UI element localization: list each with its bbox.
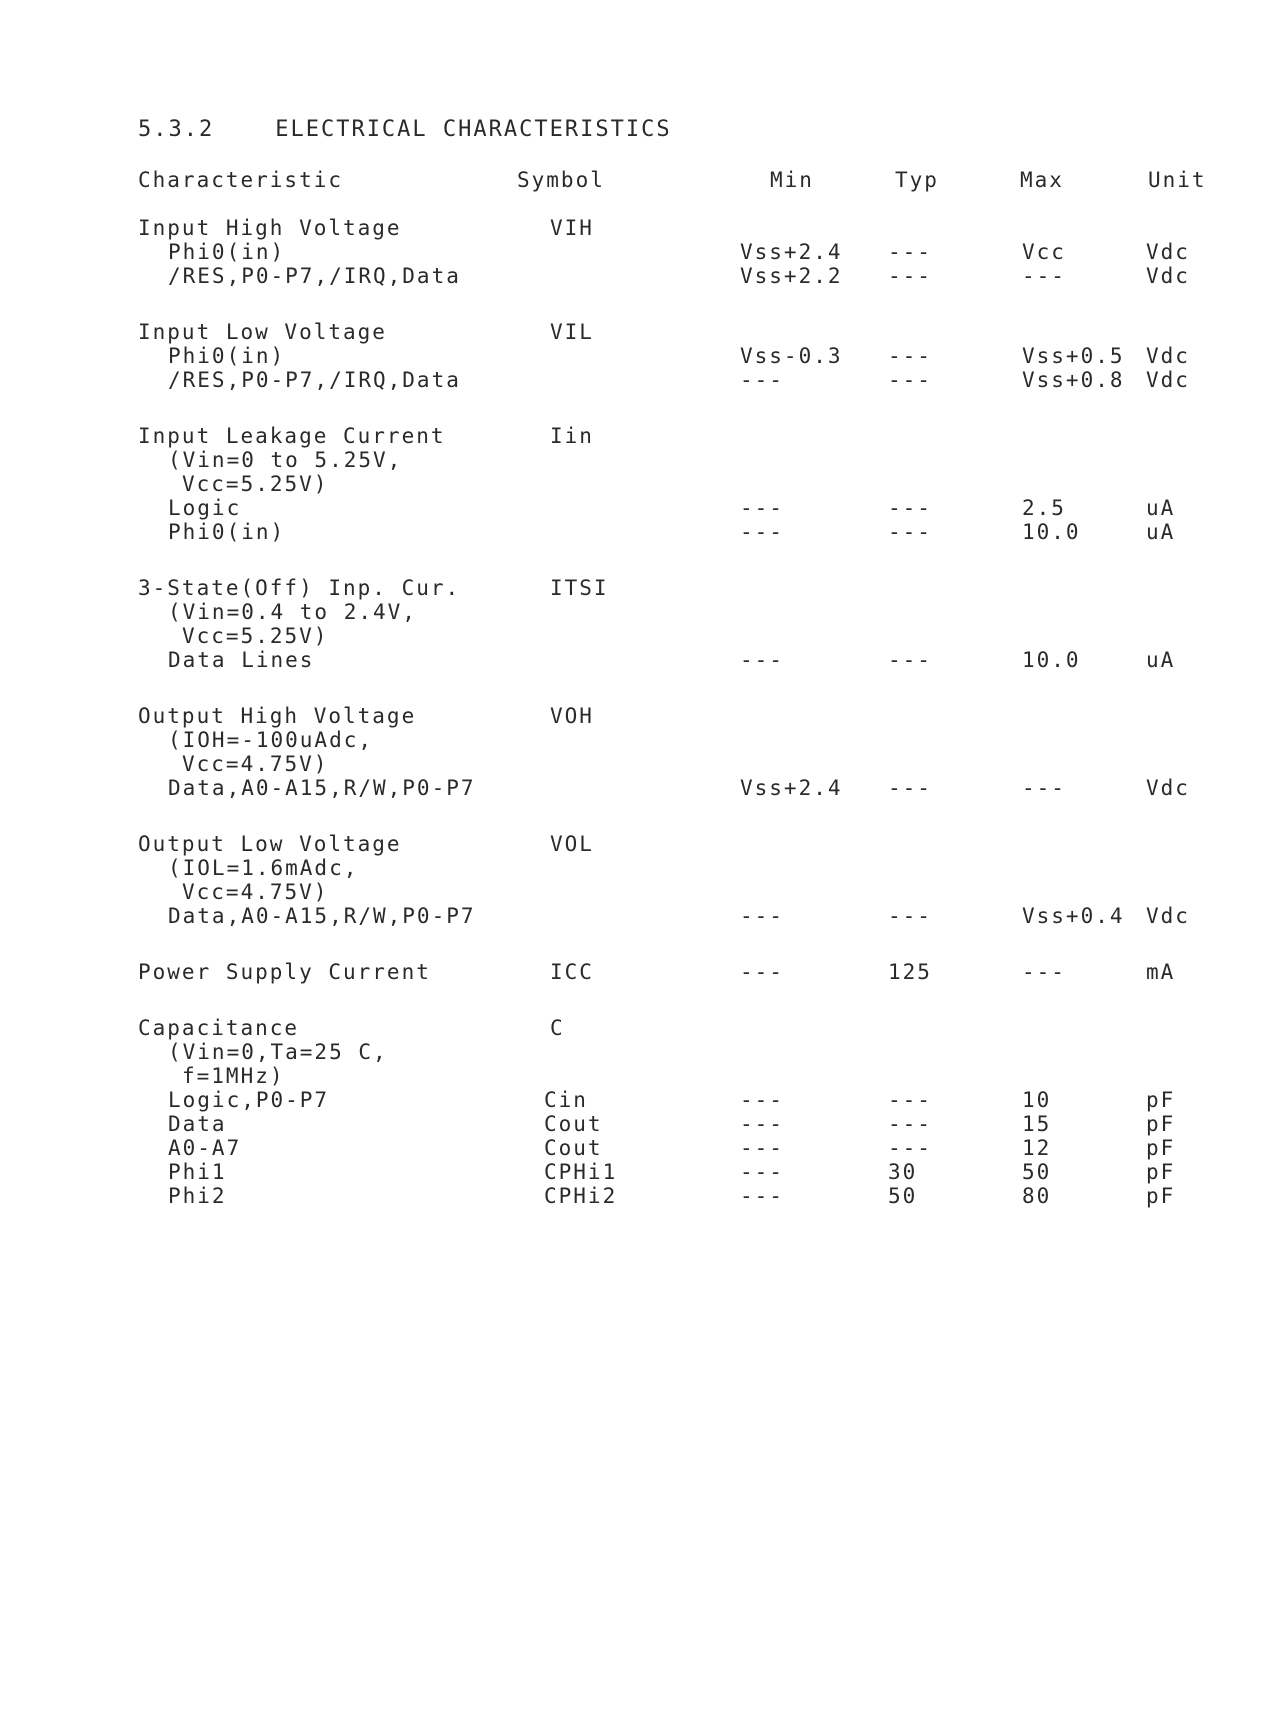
typ-cell: --- [888,776,932,800]
characteristic-name: 3-State(Off) Inp. Cur. [138,576,461,600]
row-label: Data,A0-A15,R/W,P0-P7 [168,904,476,928]
row-label: Data Lines [168,648,315,672]
unit-cell: uA [1146,520,1176,544]
test-condition: Vcc=4.75V) [182,752,329,776]
unit-cell: pF [1146,1088,1176,1112]
unit-cell: Vdc [1146,240,1190,264]
max-cell: 10.0 [1022,520,1081,544]
symbol-cell: Cin [544,1088,588,1112]
unit-cell: Vdc [1146,776,1190,800]
characteristic-name: Power Supply Current [138,960,431,984]
row-label: Phi2 [168,1184,227,1208]
min-cell: --- [740,960,784,984]
min-cell: --- [740,1184,784,1208]
typ-cell: --- [888,520,932,544]
min-cell: --- [740,1160,784,1184]
symbol-cell: ITSI [550,576,609,600]
characteristic-name: Output High Voltage [138,704,417,728]
header-max: Max [1020,168,1064,192]
test-condition: Vcc=5.25V) [182,624,329,648]
characteristic-name: Capacitance [138,1016,300,1040]
row-label: Logic,P0-P7 [168,1088,330,1112]
test-condition: (Vin=0.4 to 2.4V, [168,600,417,624]
test-condition: (IOH=-100uAdc, [168,728,374,752]
row-label: /RES,P0-P7,/IRQ,Data [168,368,461,392]
unit-cell: pF [1146,1136,1176,1160]
header-characteristic: Characteristic [138,168,344,192]
max-cell: --- [1022,960,1066,984]
symbol-cell: VIH [550,216,594,240]
symbol-cell: VIL [550,320,594,344]
max-cell: 50 [1022,1160,1052,1184]
max-cell: Vss+0.4 [1022,904,1125,928]
characteristic-name: Input Low Voltage [138,320,387,344]
symbol-cell: CPHi1 [544,1160,618,1184]
max-cell: 10.0 [1022,648,1081,672]
min-cell: --- [740,1136,784,1160]
min-cell: --- [740,1112,784,1136]
row-label: Phi0(in) [168,344,286,368]
row-label: Data,A0-A15,R/W,P0-P7 [168,776,476,800]
min-cell: --- [740,368,784,392]
typ-cell: --- [888,1088,932,1112]
max-cell: Vss+0.8 [1022,368,1125,392]
max-cell: 10 [1022,1088,1052,1112]
unit-cell: uA [1146,648,1176,672]
unit-cell: mA [1146,960,1176,984]
row-label: Logic [168,496,242,520]
typ-cell: --- [888,1112,932,1136]
section-heading [138,118,672,142]
section-number: 5.3.2 [138,117,215,142]
typ-cell: --- [888,496,932,520]
max-cell: Vcc [1022,240,1066,264]
max-cell: 15 [1022,1112,1052,1136]
typ-cell: --- [888,368,932,392]
characteristic-name: Input High Voltage [138,216,402,240]
unit-cell: pF [1146,1160,1176,1184]
test-condition: (Vin=0,Ta=25 C, [168,1040,388,1064]
unit-cell: Vdc [1146,344,1190,368]
typ-cell: 30 [888,1160,918,1184]
characteristic-name: Output Low Voltage [138,832,402,856]
min-cell: --- [740,520,784,544]
min-cell: --- [740,904,784,928]
min-cell: --- [740,648,784,672]
section-title: ELECTRICAL CHARACTERISTICS [275,117,672,142]
typ-cell: --- [888,344,932,368]
unit-cell: Vdc [1146,368,1190,392]
symbol-cell: ICC [550,960,594,984]
row-label: A0-A7 [168,1136,242,1160]
test-condition: f=1MHz) [182,1064,285,1088]
max-cell: 12 [1022,1136,1052,1160]
min-cell: Vss+2.2 [740,264,843,288]
symbol-cell: Cout [544,1136,603,1160]
row-label: Data [168,1112,227,1136]
test-condition: Vcc=4.75V) [182,880,329,904]
typ-cell: --- [888,264,932,288]
unit-cell: Vdc [1146,264,1190,288]
row-label: Phi0(in) [168,520,286,544]
min-cell: --- [740,496,784,520]
typ-cell: --- [888,648,932,672]
symbol-cell: CPHi2 [544,1184,618,1208]
max-cell: 80 [1022,1184,1052,1208]
symbol-cell: Iin [550,424,594,448]
min-cell: --- [740,1088,784,1112]
test-condition: Vcc=5.25V) [182,472,329,496]
symbol-cell: VOL [550,832,594,856]
header-typ: Typ [895,168,939,192]
row-label: /RES,P0-P7,/IRQ,Data [168,264,461,288]
typ-cell: 125 [888,960,932,984]
symbol-cell: VOH [550,704,594,728]
unit-cell: uA [1146,496,1176,520]
typ-cell: --- [888,904,932,928]
max-cell: 2.5 [1022,496,1066,520]
symbol-cell: Cout [544,1112,603,1136]
header-unit: Unit [1148,168,1207,192]
test-condition: (IOL=1.6mAdc, [168,856,359,880]
symbol-cell: C [550,1016,565,1040]
test-condition: (Vin=0 to 5.25V, [168,448,403,472]
min-cell: Vss-0.3 [740,344,843,368]
row-label: Phi1 [168,1160,227,1184]
max-cell: --- [1022,264,1066,288]
max-cell: --- [1022,776,1066,800]
unit-cell: Vdc [1146,904,1190,928]
unit-cell: pF [1146,1184,1176,1208]
header-symbol: Symbol [517,168,605,192]
min-cell: Vss+2.4 [740,776,843,800]
max-cell: Vss+0.5 [1022,344,1125,368]
min-cell: Vss+2.4 [740,240,843,264]
typ-cell: 50 [888,1184,918,1208]
typ-cell: --- [888,240,932,264]
characteristic-name: Input Leakage Current [138,424,446,448]
row-label: Phi0(in) [168,240,286,264]
header-min: Min [770,168,814,192]
unit-cell: pF [1146,1112,1176,1136]
typ-cell: --- [888,1136,932,1160]
